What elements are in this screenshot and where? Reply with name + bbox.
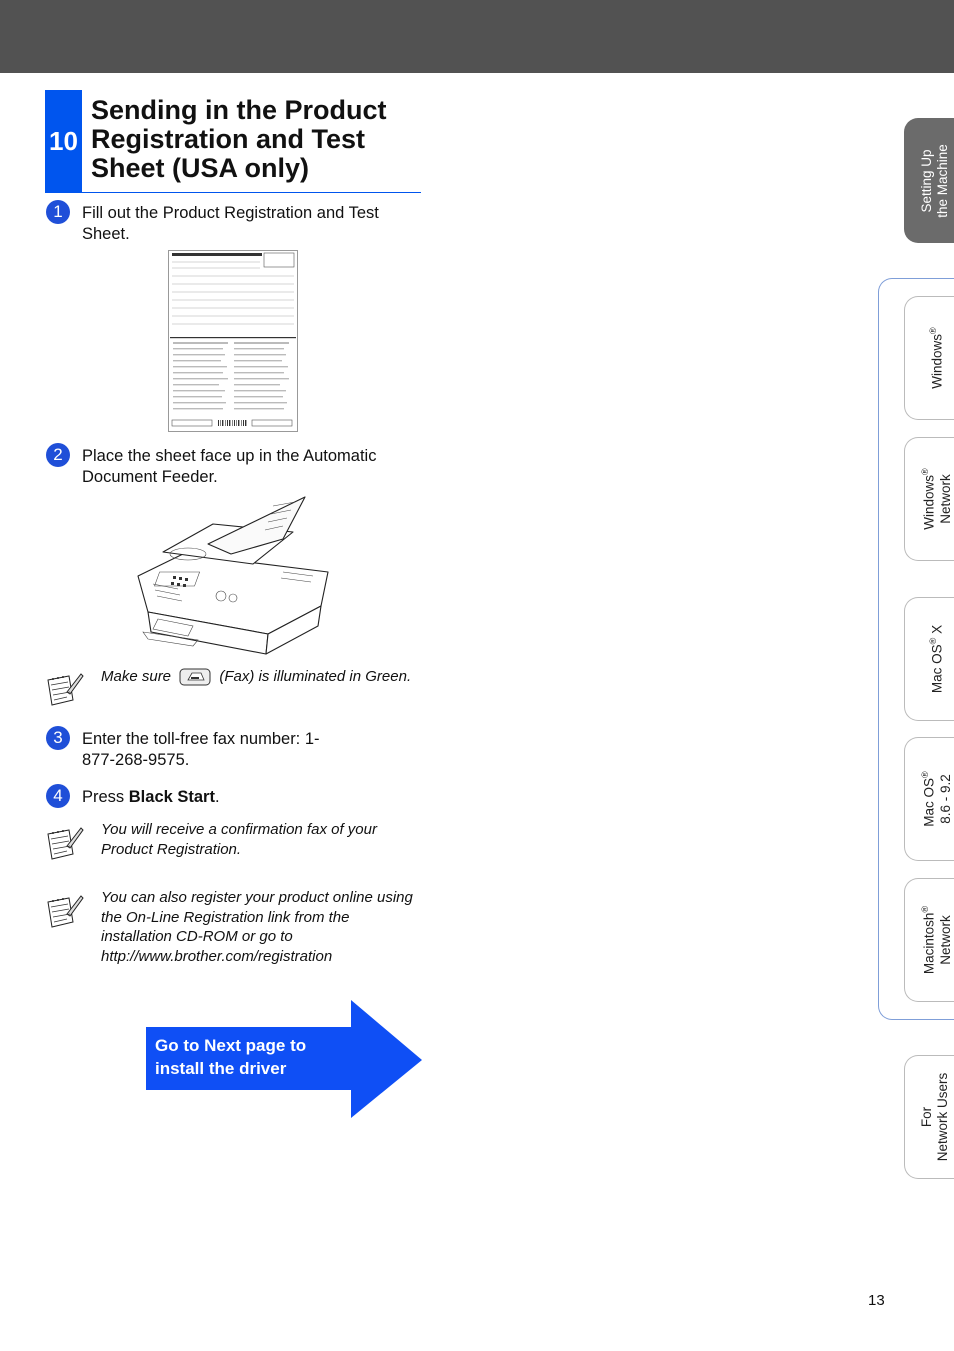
step-4-text bbox=[82, 787, 412, 808]
registration-form-image bbox=[168, 250, 298, 432]
note-1-text-after: (Fax) is illuminated in Green. bbox=[219, 668, 412, 685]
tab-windows-network-sup: ® bbox=[919, 468, 930, 475]
next-page-label-line2: install the driver bbox=[155, 1059, 287, 1078]
next-page-label[interactable] bbox=[155, 1034, 355, 1080]
tab-macosx-suffix: X bbox=[928, 624, 944, 638]
next-page-label-line1: Go to Next page to bbox=[155, 1036, 307, 1055]
section-number: 10 bbox=[45, 90, 82, 193]
tab-windows[interactable] bbox=[904, 296, 954, 420]
note-confirmation-fax: You will receive a confirmation fax of your Product Registration. bbox=[101, 821, 377, 858]
tab-setting-up-machine[interactable] bbox=[904, 118, 954, 243]
tab-network-users-line1: For bbox=[918, 1106, 934, 1128]
step-1-badge: 1 bbox=[46, 200, 70, 224]
step-1-text: Fill out the Product Registration and Test Sheet. bbox=[82, 204, 379, 243]
step-4-badge: 4 bbox=[46, 784, 70, 808]
tab-macos86-line2: 8.6 - 9.2 bbox=[936, 774, 952, 824]
step-4-text-after: . bbox=[214, 788, 220, 806]
tab-windows-network[interactable] bbox=[904, 437, 954, 561]
tab-mac-os-86-92[interactable] bbox=[904, 737, 954, 861]
tab-macos86-line1: Mac OS bbox=[920, 777, 936, 827]
tab-setup-line2: the Machine bbox=[934, 143, 950, 218]
tab-network-users-line2: Network Users bbox=[934, 1072, 950, 1162]
tab-macintosh-network-sup: ® bbox=[919, 905, 930, 913]
tab-windows-network-line2: Network bbox=[936, 474, 952, 524]
tab-macintosh-network-line2: Network bbox=[936, 915, 952, 965]
note-pad-icon bbox=[45, 894, 85, 930]
tab-macintosh-network-line1: Macintosh bbox=[920, 912, 936, 975]
top-banner bbox=[0, 0, 954, 73]
tab-macintosh-network[interactable] bbox=[904, 878, 954, 1002]
black-start-key-label: Black Start bbox=[128, 788, 215, 806]
step-4-text-before: Press bbox=[82, 788, 129, 806]
note-online-registration: You can also register your product online using the On-Line Registration link from the installation CD-ROM or go to http://www.brother.com/registration bbox=[101, 889, 413, 965]
step-2-text: Place the sheet face up in the Automatic Document Feeder. bbox=[82, 447, 377, 486]
tab-for-network-users[interactable] bbox=[904, 1055, 954, 1179]
tab-macos86-sup: ® bbox=[919, 771, 930, 778]
step-3-badge: 3 bbox=[46, 726, 70, 750]
note-1-text-before: Make sure bbox=[101, 668, 172, 685]
step-3-text: Enter the toll-free fax number: 1-877-268-9575. bbox=[82, 730, 320, 769]
tab-windows-line1: Windows bbox=[928, 333, 944, 389]
section-title: Sending in the Product Registration and Test Sheet (USA only) bbox=[91, 95, 387, 183]
tab-windows-network-line1: Windows bbox=[920, 474, 936, 530]
page-number: 13 bbox=[868, 1292, 885, 1309]
note-fax-illuminated bbox=[101, 667, 421, 687]
fax-machine-illustration bbox=[133, 494, 333, 656]
tab-macosx-line1: Mac OS bbox=[928, 644, 944, 694]
title-divider bbox=[45, 192, 421, 193]
tab-setup-line1: Setting Up bbox=[918, 148, 934, 213]
tab-windows-sup: ® bbox=[927, 327, 938, 334]
tab-macosx-sup: ® bbox=[927, 637, 938, 645]
step-2-badge: 2 bbox=[46, 443, 70, 467]
fax-key-icon bbox=[179, 668, 211, 686]
note-pad-icon bbox=[45, 826, 85, 862]
tab-mac-os-x[interactable] bbox=[904, 597, 954, 721]
note-pad-icon bbox=[45, 672, 85, 708]
